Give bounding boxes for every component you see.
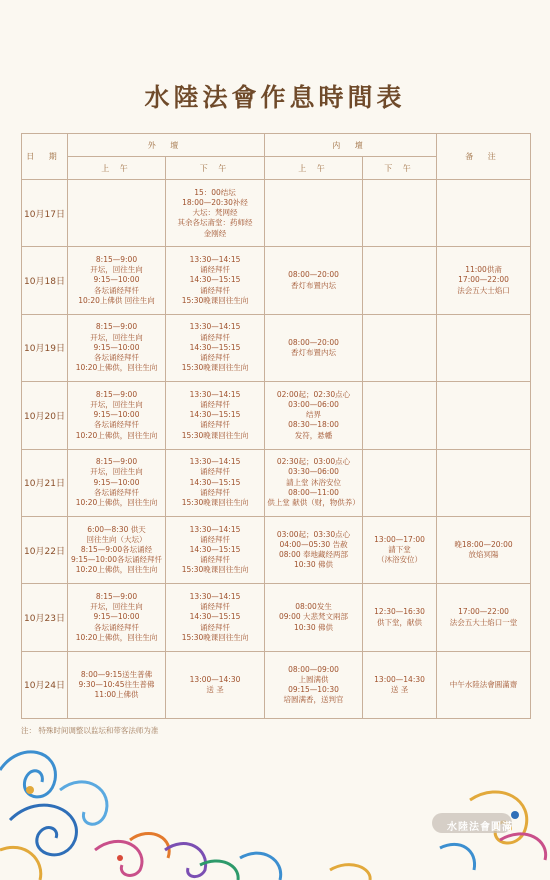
outer-morning-cell: [68, 516, 166, 583]
inner-morning-header: 上 午: [265, 157, 363, 180]
cell-line: 诵经拜忏: [200, 467, 230, 477]
cell-line: 上圆满供: [298, 674, 329, 684]
cell-line: 03:00—06:00: [288, 400, 339, 410]
inner-afternoon-cell: [363, 314, 437, 381]
cell-line: 诵经拜忏: [200, 353, 230, 363]
cell-line: 8:15—9:00: [95, 457, 138, 467]
page-title: 水陸法會作息時間表: [144, 83, 406, 112]
cell-line: 15:30晚课回往生向: [181, 430, 249, 440]
cell-line: 供下堂，献供: [377, 617, 423, 627]
cell-line: 9:15—10:00各坛诵经拜忏: [71, 555, 162, 565]
outer-afternoon-header: 下 午: [166, 157, 265, 180]
inner-afternoon-cell: [363, 584, 437, 651]
cell-line: 08:00—20:00: [288, 270, 339, 280]
cell-line: 开坛，回往生向: [90, 467, 143, 477]
date-column-header: 日 期: [22, 134, 68, 180]
cell-line: 12:30—16:30: [374, 607, 425, 617]
cell-line: 13:00—14:30: [374, 674, 425, 684]
cell-line: 15:30晚课回往生向: [181, 363, 249, 373]
cell-line: 9:15—10:00: [93, 410, 140, 420]
cell-line: 8:15—9:00: [95, 592, 138, 602]
outer-morning-cell: [68, 180, 166, 247]
cell-line: 结界: [306, 410, 322, 420]
cell-line: 各坛诵经拜忏: [94, 353, 139, 363]
outer-afternoon-cell: [166, 382, 265, 449]
outer-morning-header: 上 午: [68, 157, 166, 180]
cell-line: 9:30—10:45往生普佛: [78, 679, 155, 689]
cell-line: 8:15—9:00各坛诵经: [80, 545, 153, 555]
cell-line: 10:20上佛供 回往生向: [78, 295, 155, 305]
cell-line: 诵经拜忏: [200, 265, 230, 275]
footnote: 注： 特殊时间调整以监坛和带客法师为准: [21, 726, 159, 735]
cell-line: 08:00 奉地藏经两部: [279, 550, 349, 560]
inner-morning-cell: [265, 449, 363, 516]
inner-afternoon-cell: [363, 651, 437, 718]
cell-line: 02:30起；03:00点心: [276, 457, 351, 467]
cell-line: 诵经拜忏: [200, 487, 230, 497]
cell-line: 9:15—10:00: [93, 342, 140, 352]
cell-line: 13:30—14:15: [189, 255, 241, 265]
cell-line: 14:30—15:15: [189, 342, 241, 352]
cell-line: 17:00—22:00: [458, 275, 509, 285]
remarks-cell: [437, 180, 531, 247]
table-row: [22, 314, 531, 381]
cell-line: 08:00—09:00: [288, 664, 339, 674]
cell-line: 10:30 佛供: [294, 560, 334, 570]
cell-line: 03:30—06:00: [288, 467, 339, 477]
cell-line: 开坛，回往生向: [90, 265, 143, 275]
cell-line: 9:15—10:00: [93, 477, 140, 487]
cell-line: 15:30晚课回往生向: [181, 295, 249, 305]
date-cell: 10月22日: [22, 516, 68, 583]
inner-afternoon-cell: [363, 382, 437, 449]
cell-line: 供上堂 献供（财，物供养）: [267, 498, 360, 508]
cell-line: 送 圣: [390, 684, 409, 694]
cell-line: 发符，悬幡: [294, 430, 333, 440]
date-cell: 10月24日: [22, 651, 68, 718]
outer-morning-cell: [68, 247, 166, 314]
cell-line: 10:20上佛供，回往生向: [75, 632, 158, 642]
inner-afternoon-cell: [363, 247, 437, 314]
cell-line: 11:00供斋: [465, 265, 502, 275]
table-row: [22, 449, 531, 516]
cell-line: 回往生向（大坛）: [86, 534, 147, 544]
cell-line: 各坛诵经拜忏: [94, 285, 139, 295]
table-row: [22, 516, 531, 583]
outer-morning-cell: [68, 584, 166, 651]
cell-line: 15:30晚课回往生向: [181, 498, 249, 508]
remarks-cell: [437, 247, 531, 314]
cell-line: 送 圣: [206, 684, 224, 694]
outer-afternoon-cell: [166, 651, 265, 718]
outer-altar-header: 外 壇: [68, 134, 265, 157]
inner-afternoon-header: 下 午: [363, 157, 437, 180]
cell-line: 09:15—10:30: [288, 684, 339, 694]
watermark-text: 水陸法會圓滿: [447, 822, 513, 833]
cell-line: 14:30—15:15: [189, 275, 241, 285]
cell-line: 13:30—14:15: [189, 592, 241, 602]
cell-line: 8:15—9:00: [95, 322, 138, 332]
cell-line: 13:30—14:15: [189, 322, 241, 332]
cell-line: 10:30 佛供: [294, 622, 334, 632]
cell-line: 8:15—9:00: [95, 255, 138, 265]
remarks-cell: [437, 314, 531, 381]
inner-morning-cell: [265, 314, 363, 381]
outer-morning-cell: [68, 382, 166, 449]
cell-line: 其余各坛斋堂：药师经: [177, 218, 253, 228]
cell-line: 香灯布置内坛: [291, 280, 337, 290]
table-row: [22, 247, 531, 314]
cell-line: 14:30—15:15: [189, 545, 241, 555]
cell-line: 10:20上佛供，回往生向: [75, 565, 158, 575]
cell-line: 9:15—10:00: [93, 612, 140, 622]
cell-line: 6:00—8:30 供天: [87, 524, 146, 534]
remarks-column-header: 备 注: [437, 134, 531, 180]
outer-morning-cell: [68, 651, 166, 718]
schedule-table: [21, 133, 531, 719]
cell-line: 各坛诵经拜忏: [94, 622, 139, 632]
remarks-cell: [437, 516, 531, 583]
cell-line: 10:20上佛供，回往生向: [75, 498, 158, 508]
cell-line: 放焰冥陽: [468, 550, 499, 560]
cell-line: 8:15—9:00: [95, 389, 138, 399]
date-cell: 10月23日: [22, 584, 68, 651]
cell-line: 10:20上佛供，回往生向: [75, 363, 158, 373]
outer-afternoon-cell: [166, 314, 265, 381]
cell-line: 15：00结坛: [194, 187, 236, 197]
inner-morning-cell: [265, 180, 363, 247]
date-cell: 10月21日: [22, 449, 68, 516]
remarks-cell: [437, 651, 531, 718]
auspicious-cloud-decoration: [0, 730, 550, 880]
cell-line: 大坛：梵网经: [192, 208, 238, 218]
cell-line: 13:30—14:15: [189, 389, 241, 399]
date-cell: 10月19日: [22, 314, 68, 381]
date-cell: 10月20日: [22, 382, 68, 449]
cell-line: 14:30—15:15: [189, 410, 241, 420]
cell-line: （沐浴安位）: [377, 555, 423, 565]
date-cell: 10月17日: [22, 180, 68, 247]
date-cell: 10月18日: [22, 247, 68, 314]
inner-afternoon-cell: [363, 180, 437, 247]
table-row: [22, 651, 531, 718]
cell-line: 18:00—20:30补经: [182, 197, 248, 207]
remarks-cell: [437, 382, 531, 449]
cell-line: 诵经拜忏: [200, 622, 230, 632]
cell-line: 开坛，回往生向: [90, 400, 143, 410]
table-row: [22, 382, 531, 449]
cell-line: 各坛诵经拜忏: [94, 487, 139, 497]
cell-line: 請下堂: [388, 545, 411, 555]
cell-line: 13:30—14:15: [189, 524, 241, 534]
outer-afternoon-cell: [166, 449, 265, 516]
inner-morning-cell: [265, 516, 363, 583]
inner-morning-cell: [265, 247, 363, 314]
cell-line: 9:15—10:00: [93, 275, 140, 285]
outer-morning-cell: [68, 314, 166, 381]
cell-line: 08:00—11:00: [288, 487, 339, 497]
cell-line: 8:00—9:15送生普佛: [80, 669, 153, 679]
inner-altar-header: 内 壇: [265, 134, 437, 157]
cell-line: 晚18:00—20:00: [454, 539, 513, 549]
cell-line: 法会五大士焰口: [457, 285, 510, 295]
cell-line: 11:00上佛供: [94, 690, 139, 700]
cell-line: 13:00—14:30: [189, 674, 241, 684]
cell-line: 法会五大士焰口一堂: [449, 617, 518, 627]
table-row: [22, 180, 531, 247]
outer-morning-cell: [68, 449, 166, 516]
cell-line: 14:30—15:15: [189, 612, 241, 622]
cell-line: 15:30晚课回往生向: [181, 632, 249, 642]
remarks-cell: [437, 449, 531, 516]
cell-line: 08:30—18:00: [288, 420, 339, 430]
cell-line: 各坛诵经拜忏: [94, 420, 139, 430]
cell-line: 08:00—20:00: [288, 337, 339, 347]
cell-line: 金刚经: [203, 228, 227, 238]
cell-line: 开坛，回往生向: [90, 602, 143, 612]
cell-line: 13:30—14:15: [189, 457, 241, 467]
cell-line: 开坛，回往生向: [90, 332, 143, 342]
inner-morning-cell: [265, 651, 363, 718]
inner-morning-cell: [265, 584, 363, 651]
cell-line: 诵经拜忏: [200, 602, 230, 612]
cell-line: 04:00—05:30 告赦: [279, 539, 348, 549]
cell-line: 诵经拜忏: [200, 534, 230, 544]
table-row: [22, 584, 531, 651]
outer-afternoon-cell: [166, 516, 265, 583]
outer-afternoon-cell: [166, 180, 265, 247]
cell-line: 03:00起；03:30点心: [276, 529, 351, 539]
cell-line: 14:30—15:15: [189, 477, 241, 487]
cell-line: 诵经拜忏: [200, 400, 230, 410]
cell-line: 诵经拜忏: [200, 555, 230, 565]
cell-line: 09:00 大悲梵文兩部: [279, 612, 349, 622]
outer-afternoon-cell: [166, 247, 265, 314]
cell-line: 17:00—22:00: [458, 607, 509, 617]
cell-line: 請上堂 沐浴安位: [286, 477, 341, 487]
inner-afternoon-cell: [363, 516, 437, 583]
cell-line: 02:00起；02:30点心: [276, 389, 351, 399]
inner-afternoon-cell: [363, 449, 437, 516]
cell-line: 13:00—17:00: [374, 534, 425, 544]
cell-line: 香灯布置内坛: [291, 347, 337, 357]
cell-line: 诵经拜忏: [200, 285, 230, 295]
cell-line: 培圆满香，送判官: [283, 695, 344, 705]
inner-morning-cell: [265, 382, 363, 449]
cell-line: 15:30晚课回往生向: [181, 565, 249, 575]
cell-line: 中午水陸法會圓滿齋: [449, 679, 518, 689]
cell-line: 诵经拜忏: [200, 332, 230, 342]
outer-afternoon-cell: [166, 584, 265, 651]
cell-line: 诵经拜忏: [200, 420, 230, 430]
cell-line: 10:20上佛供，回往生向: [75, 430, 158, 440]
cell-line: 08:00发生: [295, 602, 332, 612]
remarks-cell: [437, 584, 531, 651]
